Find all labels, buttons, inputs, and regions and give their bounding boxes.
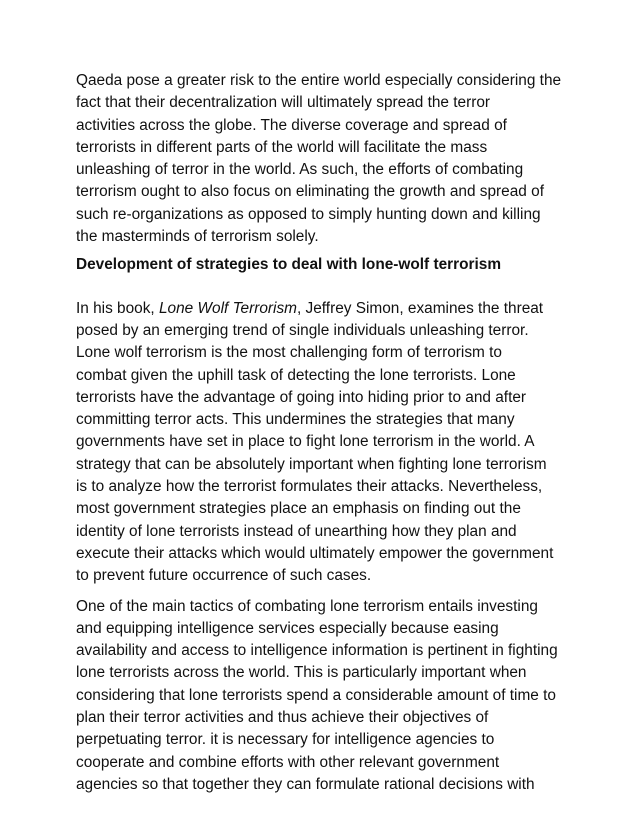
text-line: lone terrorists across the world. This is particularly important when: [76, 664, 527, 682]
text-line: combat given the uphill task of detecting the lone terrorists. Lone: [76, 366, 516, 384]
text-line: terrorists have the advantage of going into hiding prior to and after: [76, 388, 527, 406]
text-line: cooperate and combine efforts with other relevant government: [76, 753, 500, 771]
text-line: Qaeda pose a greater risk to the entire world especially considering the: [76, 72, 562, 89]
text-line: terrorism ought to also focus on eliminating the growth and spread of: [76, 183, 544, 201]
text-line: perpetuating terror. it is necessary for intelligence agencies to: [76, 731, 495, 749]
text-line: Lone wolf terrorism is the most challenging form of terrorism to: [76, 344, 502, 362]
paragraph-3: [76, 596, 572, 797]
paragraph-1: [76, 70, 572, 248]
text-line: committing terror acts. This undermines the strategies that many: [76, 411, 515, 429]
text-line: governments have set in place to fight lone terrorism in the world. A: [76, 433, 535, 451]
text-line: is to analyze how the terrorist formulates their attacks. Nevertheless,: [76, 478, 543, 496]
text-segment: In his book,: [76, 299, 159, 317]
text-line: strategy that can be absolutely important when fighting lone terrorism: [76, 455, 547, 473]
text-line: activities across the globe. The diverse coverage and spread of: [76, 116, 507, 134]
text-line: terrorists in different parts of the world will facilitate the mass: [76, 138, 488, 156]
document-body: [76, 70, 572, 796]
text-line: plan their terror activities and thus achieve their objectives of: [76, 709, 489, 727]
text-line: One of the main tactics of combating lone terrorism entails investing: [76, 597, 538, 615]
text-line: posed by an emerging trend of single individuals unleashing terror.: [76, 321, 529, 339]
text-line: execute their attacks which would ultimately empower the government: [76, 544, 554, 562]
section-heading: Development of strategies to deal with lone-wolf terrorism: [76, 256, 502, 274]
text-line: fact that their decentralization will ultimately spread the terror: [76, 94, 491, 112]
text-segment: , Jeffrey Simon, examines the threat: [297, 299, 544, 317]
text-line: identity of lone terrorists instead of unearthing how they plan and: [76, 522, 517, 540]
text-line: [76, 298, 572, 320]
text-line: and equipping intelligence services especially because easing: [76, 619, 499, 637]
text-line: most government strategies place an emphasis on finding out the: [76, 500, 521, 518]
text-line: to prevent future occurrence of such cases.: [76, 567, 372, 585]
text-line: considering that lone terrorists spend a considerable amount of time to: [76, 686, 556, 704]
text-line: availability and access to intelligence information is pertinent in fighting: [76, 642, 558, 660]
text-line: such re-organizations as opposed to simply hunting down and killing: [76, 205, 541, 223]
text-line: agencies so that together they can formulate rational decisions with: [76, 775, 535, 793]
paragraph-2: [76, 298, 572, 588]
book-title: Lone Wolf Terrorism: [159, 299, 297, 317]
text-line: unleashing of terror in the world. As such, the efforts of combating: [76, 161, 524, 179]
text-line: the masterminds of terrorism solely.: [76, 228, 319, 246]
